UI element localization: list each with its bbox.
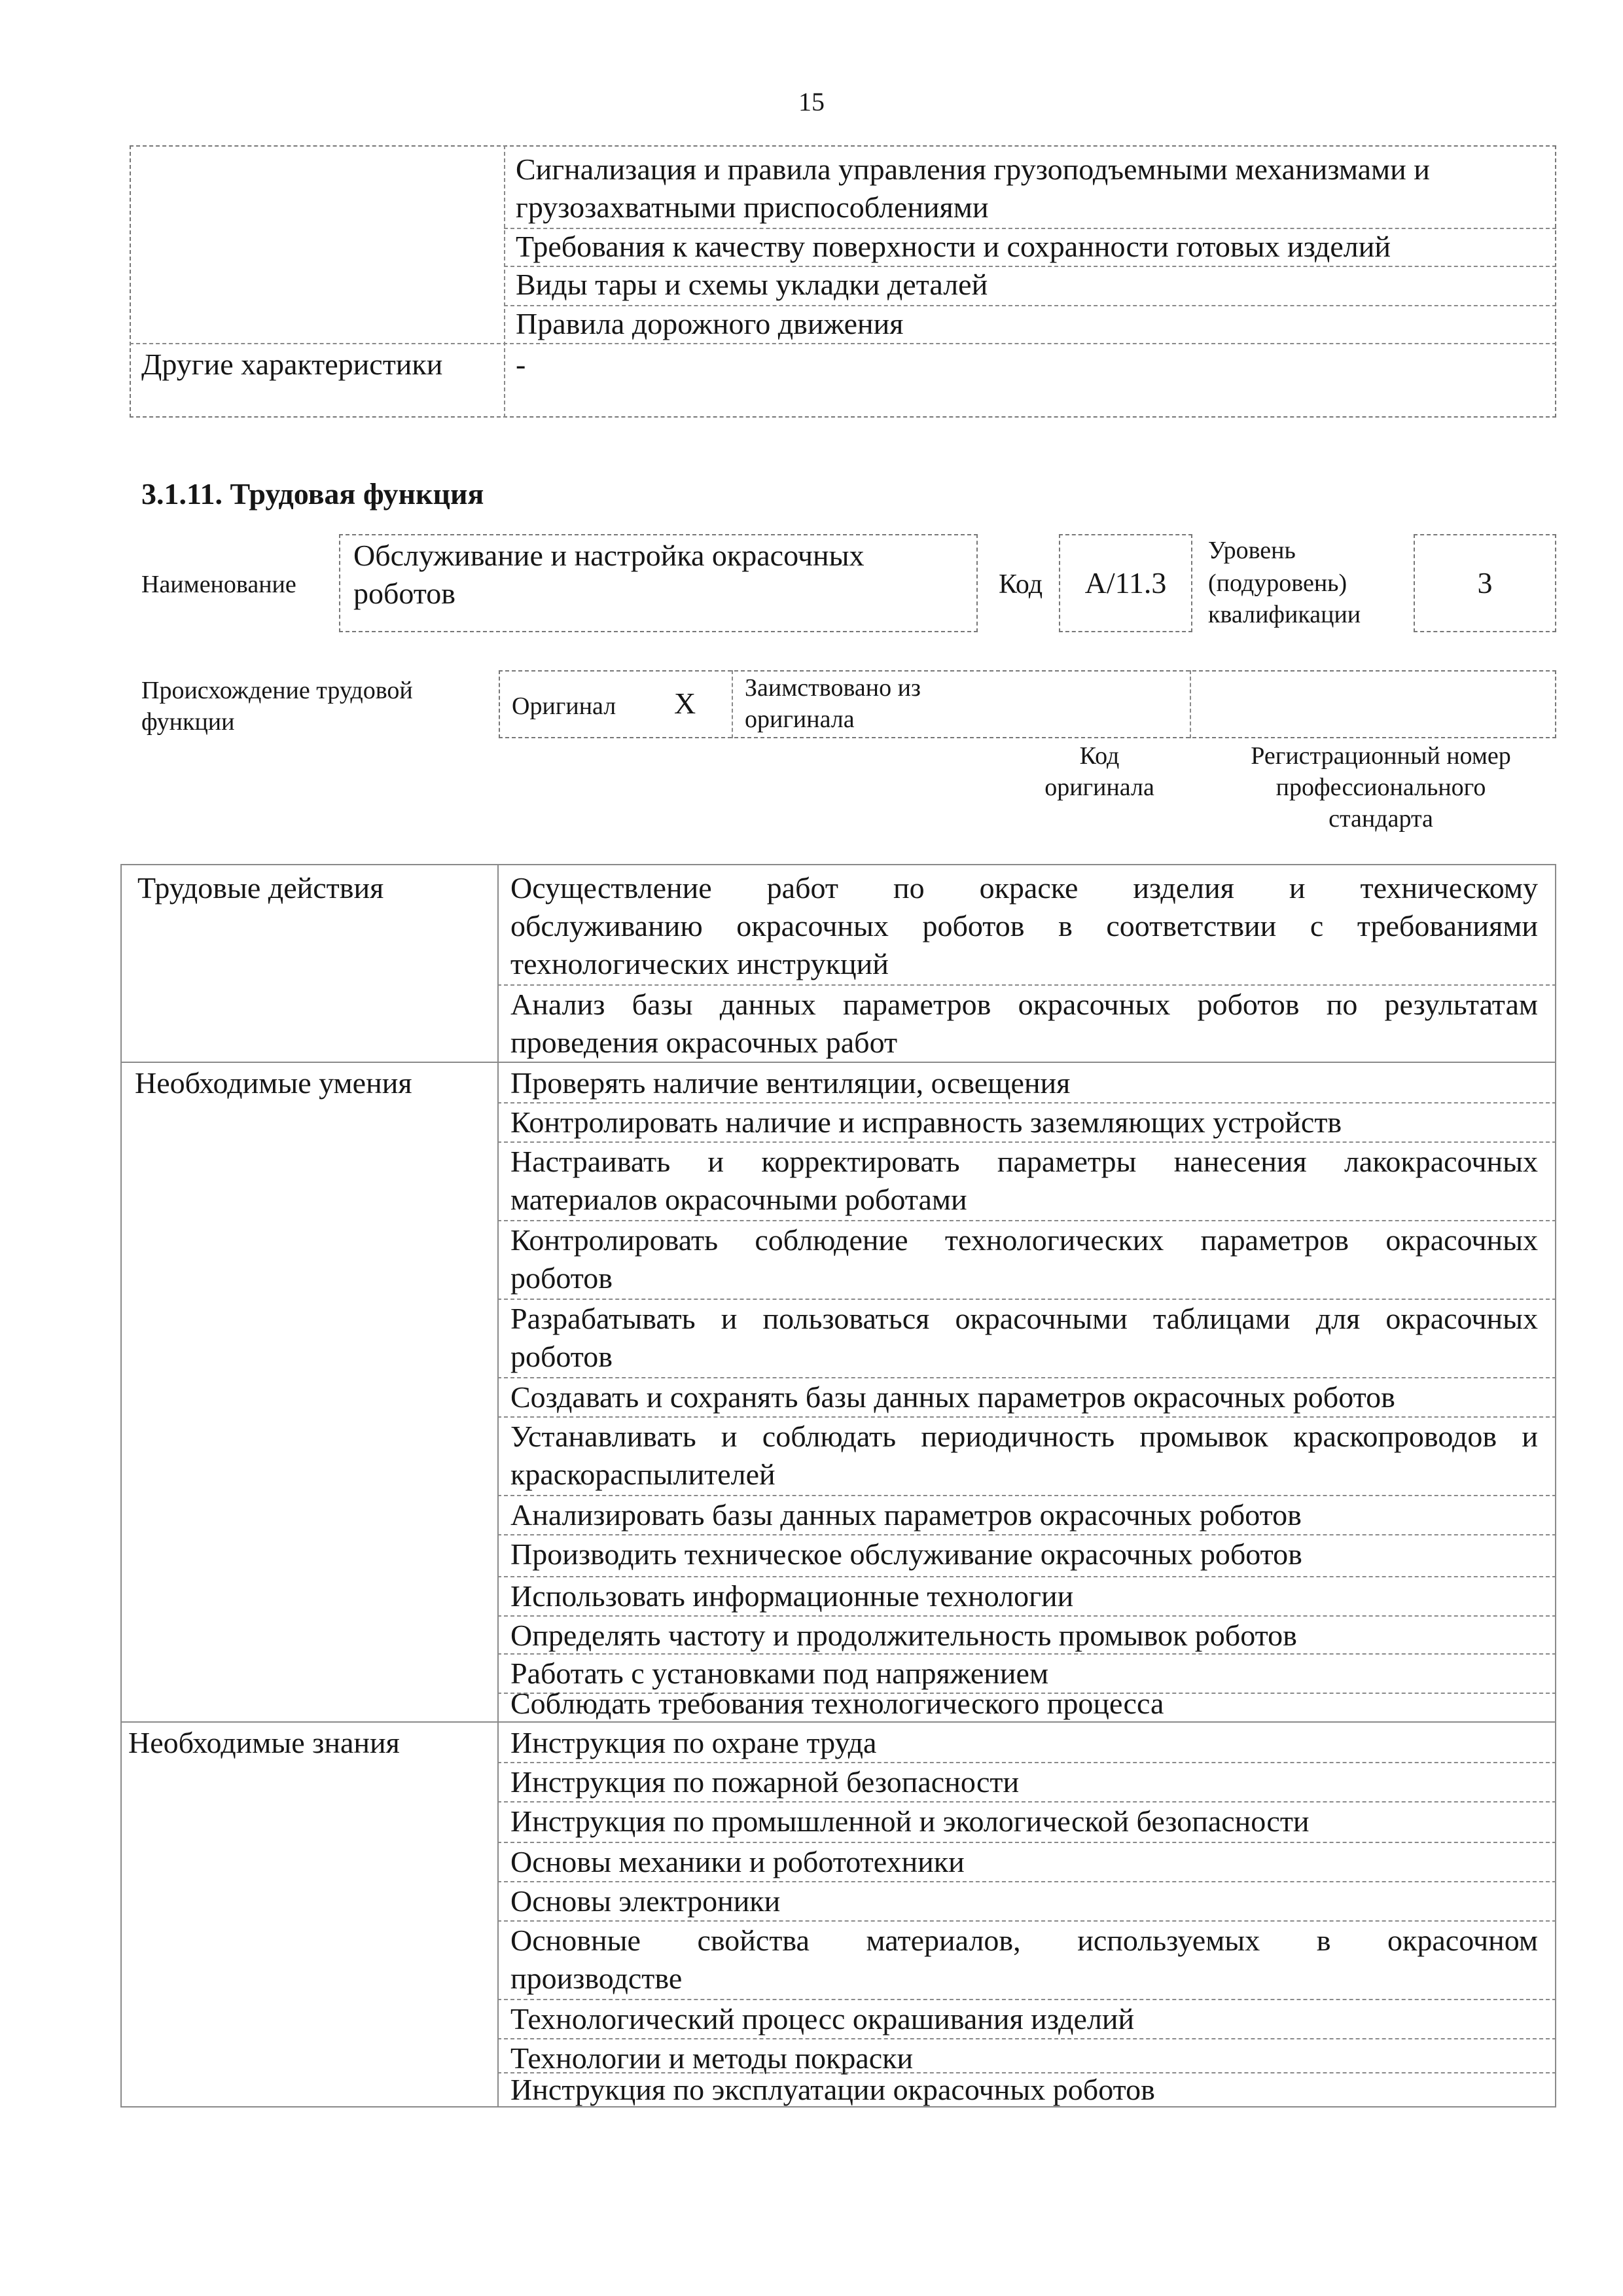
knowledge-8: Технологии и методы покраски [510, 2041, 914, 2075]
skill-1: Проверять наличие вентиляции, освещения [510, 1066, 1071, 1100]
skill-6: Создавать и сохранять базы данных параметров окрасочных роботов [510, 1380, 1395, 1414]
code-label: Код [999, 569, 1043, 600]
page-number: 15 [798, 87, 825, 117]
skill-4-line1: Контролировать соблюдение технологических параметров окрасочных [510, 1223, 1538, 1257]
skill-5-line2: роботов [510, 1340, 613, 1373]
borrowed-line2: оригинала [745, 706, 855, 733]
action-1-line2: обслуживанию окрасочных роботов в соответствии с требованиями [510, 909, 1538, 942]
code-caption-line2: оригинала [1044, 774, 1154, 801]
skill-11: Определять частоту и продолжительность промывок роботов [510, 1619, 1297, 1652]
reg-caption-line2: профессионального [1275, 774, 1486, 801]
level-label-line3: квалификации [1208, 601, 1361, 628]
top-table-divider [504, 145, 505, 418]
level-value: 3 [1477, 566, 1493, 600]
top-row-2: Требования к качеству поверхности и сохранности готовых изделий [516, 230, 1391, 263]
action-1-line1: Осуществление работ по окраске изделия и техническому [510, 871, 1538, 905]
code-caption-line1: Код [1079, 742, 1120, 770]
original-mark: X [674, 687, 696, 720]
original-label: Оригинал [512, 692, 616, 720]
knowledge-9: Инструкция по эксплуатации окрасочных роботов [510, 2073, 1155, 2106]
skill-5-line1: Разрабатывать и пользоваться окрасочными таблицами для окрасочных [510, 1302, 1538, 1335]
skill-2: Контролировать наличие и исправность заземляющих устройств [510, 1105, 1342, 1139]
name-label: Наименование [141, 571, 296, 598]
knowledge-2: Инструкция по пожарной безопасности [510, 1765, 1020, 1799]
action-2-line2: проведения окрасочных работ [510, 1026, 898, 1059]
skill-4-line2: роботов [510, 1261, 613, 1295]
origin-label-line2: функции [141, 708, 235, 736]
name-value-line1: Обслуживание и настройка окрасочных [353, 539, 865, 572]
origin-label-line1: Происхождение трудовой [141, 677, 413, 704]
knowledge-7: Технологический процесс окрашивания изделий [510, 2002, 1135, 2036]
skill-9: Производить техническое обслуживание окрасочных роботов [510, 1537, 1302, 1571]
section-title: 3.1.11. Трудовая функция [141, 477, 484, 511]
skill-10: Использовать информационные технологии [510, 1579, 1074, 1613]
skill-7-line2: краскораспылителей [510, 1458, 776, 1491]
other-characteristics-value: - [516, 348, 526, 381]
borrowed-line1: Заимствовано из [745, 674, 921, 702]
code-value: A/11.3 [1084, 566, 1167, 600]
reg-caption-line3: стандарта [1329, 805, 1433, 833]
knowledge-6-line2: производстве [510, 1962, 683, 1995]
action-2-line1: Анализ базы данных параметров окрасочных роботов по результатам [510, 988, 1538, 1021]
skill-3-line2: материалов окрасочными роботами [510, 1183, 967, 1216]
top-row-4: Правила дорожного движения [516, 307, 904, 340]
knowledge-5: Основы электроники [510, 1884, 781, 1918]
skills-label: Необходимые умения [135, 1066, 412, 1100]
skill-12: Работать с установками под напряжением [510, 1657, 1049, 1690]
knowledge-1: Инструкция по охране труда [510, 1726, 877, 1759]
other-characteristics-label: Другие характеристики [141, 348, 443, 381]
knowledge-label: Необходимые знания [128, 1726, 400, 1759]
level-label-line2: (подуровень) [1208, 569, 1347, 597]
name-value-line2: роботов [353, 577, 456, 610]
reg-caption-line1: Регистрационный номер [1251, 742, 1511, 770]
skill-13: Соблюдать требования технологического процесса [510, 1687, 1164, 1720]
skill-8: Анализировать базы данных параметров окрасочных роботов [510, 1498, 1302, 1532]
origin-frame [499, 670, 1556, 738]
skill-7-line1: Устанавливать и соблюдать периодичность промывок краскопроводов и [510, 1420, 1538, 1453]
knowledge-4: Основы механики и робототехники [510, 1845, 965, 1878]
level-label-line1: Уровень [1208, 537, 1296, 564]
knowledge-3: Инструкция по промышленной и экологической безопасности [510, 1804, 1310, 1838]
top-row-1a: Сигнализация и правила управления грузоподъемными механизмами и [516, 152, 1430, 186]
knowledge-6-line1: Основные свойства материалов, используемых в окрасочном [510, 1924, 1538, 1957]
top-row-3: Виды тары и схемы укладки деталей [516, 268, 988, 301]
action-1-line3: технологических инструкций [510, 947, 889, 980]
top-row-1b: грузозахватными приспособлениями [516, 190, 989, 224]
skill-3-line1: Настраивать и корректировать параметры нанесения лакокрасочных [510, 1145, 1538, 1178]
actions-label: Трудовые действия [137, 871, 384, 905]
